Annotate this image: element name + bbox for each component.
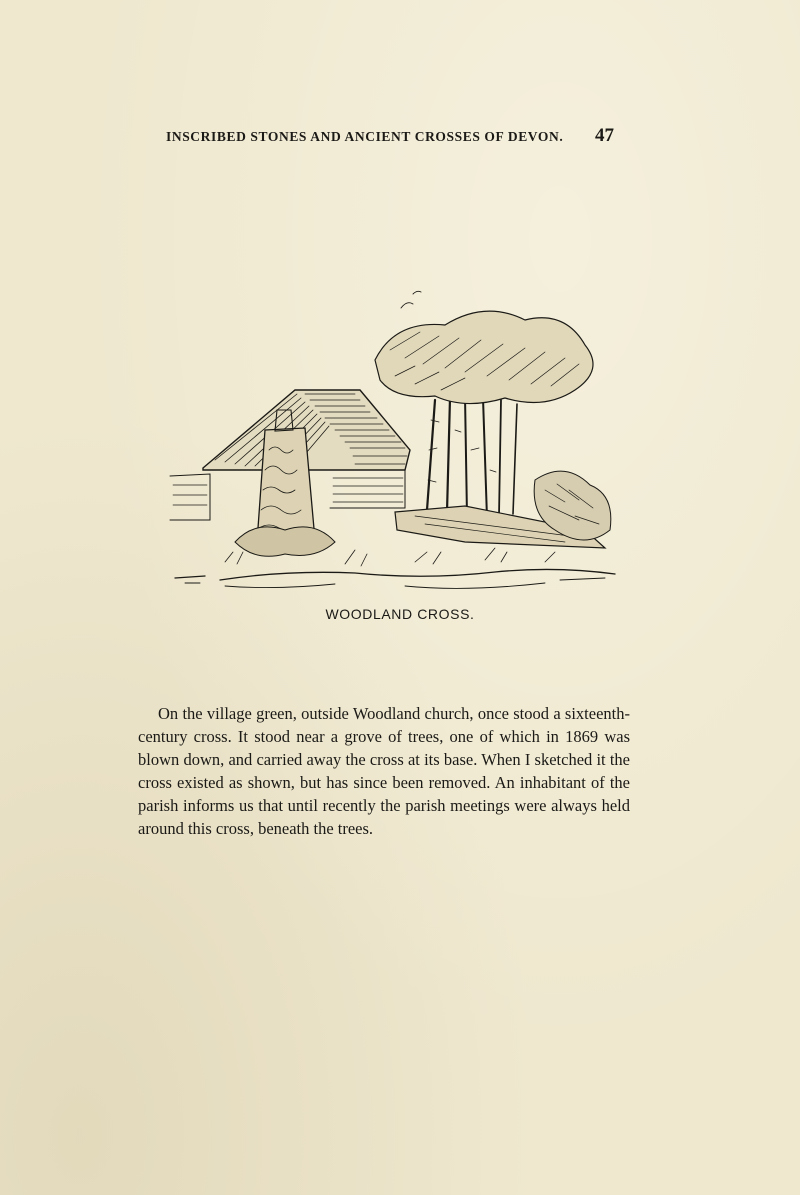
paragraph: On the village green, outside Woodland church, once stood a sixteenth-century cross. It stood near a grove of trees, one of which in 1869 was blown down, and carried away the cross at its base. When I sketched it the cross existed as shown, but has since been removed. An inhabitant of the parish informs us that until recently the parish meetings were always held around this cross, beneath the trees. xyxy=(138,704,630,838)
woodland-cross-illustration xyxy=(165,280,625,600)
page-number: 47 xyxy=(595,125,614,146)
running-title: INSCRIBED STONES AND ANCIENT CROSSES OF DEVON. xyxy=(166,129,564,144)
body-text xyxy=(138,702,630,840)
figure-caption: WOODLAND CROSS. xyxy=(325,606,475,622)
running-header xyxy=(130,127,630,149)
